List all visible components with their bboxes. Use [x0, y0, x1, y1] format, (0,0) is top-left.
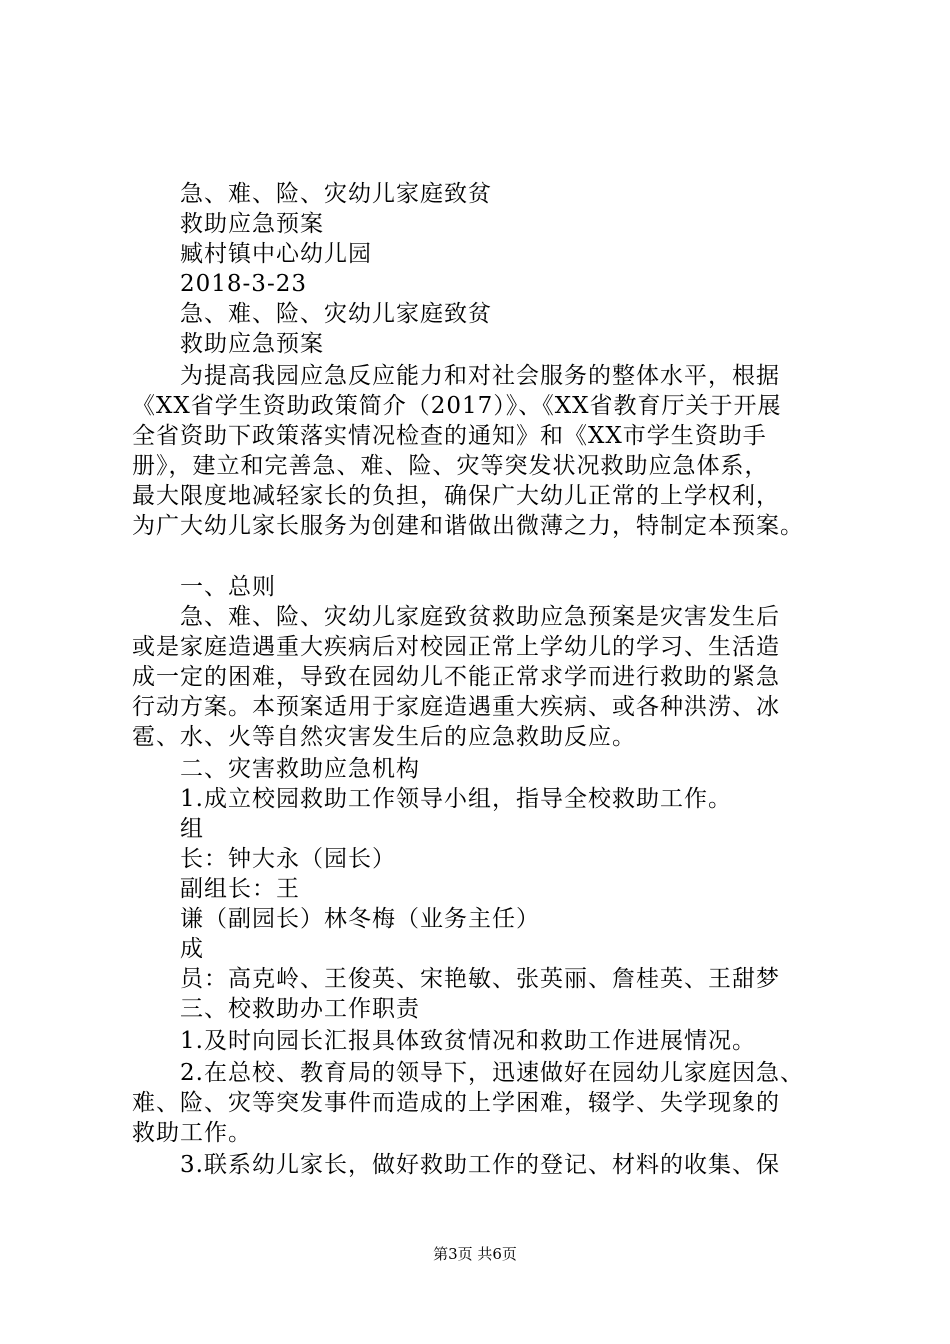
- section1-line: 或是家庭造遇重大疾病后对校园正常上学幼儿的学习、生活造: [132, 634, 780, 660]
- intro-line: 最大限度地减轻家长的负担，确保广大幼儿正常的上学权利，: [132, 483, 780, 509]
- intro-line: 《XX省学生资助政策简介（2017）》、《XX省教育厅关于开展: [132, 393, 782, 419]
- section3-line: 救助工作。: [132, 1120, 252, 1146]
- section2-line: 副组长：王: [180, 876, 300, 902]
- section-heading-agency: 二、灾害救助应急机构: [180, 756, 420, 782]
- section2-line: 1.成立校园救助工作领导小组，指导全校救助工作。: [180, 786, 732, 812]
- section2-line: 谦（副园长）林冬梅（业务主任）: [180, 906, 540, 932]
- title-line-2: 救助应急预案: [180, 211, 324, 237]
- section3-line: 1.及时向园长汇报具体致贫情况和救助工作进展情况。: [180, 1028, 756, 1054]
- section2-line: 成: [180, 936, 204, 962]
- section2-line: 组: [180, 816, 204, 842]
- organization-name: 臧村镇中心幼儿园: [180, 241, 372, 267]
- intro-line: 全省资助下政策落实情况检查的通知》和《XX市学生资助手: [132, 423, 767, 449]
- section1-line: 行动方案。本预案适用于家庭造遇重大疾病、或各种洪涝、冰: [132, 694, 780, 720]
- section-heading-duties: 三、校救助办工作职责: [180, 996, 420, 1022]
- title-repeat-line-1: 急、难、险、灾幼儿家庭致贫: [180, 301, 492, 327]
- section1-line: 成一定的困难，导致在园幼儿不能正常求学而进行救助的紧急: [132, 664, 780, 690]
- section2-line: 员：高克岭、王俊英、宋艳敏、张英丽、詹桂英、王甜梦: [180, 966, 780, 992]
- section1-line: 雹、水、火等自然灾害发生后的应急救助反应。: [132, 724, 636, 750]
- section3-line: 2.在总校、教育局的领导下，迅速做好在园幼儿家庭因急、: [180, 1060, 804, 1086]
- section3-line: 3.联系幼儿家长，做好救助工作的登记、材料的收集、保: [180, 1152, 780, 1178]
- title-line-1: 急、难、险、灾幼儿家庭致贫: [180, 181, 492, 207]
- section-heading-general: 一、总则: [180, 574, 276, 600]
- section3-line: 难、险、灾等突发事件而造成的上学困难，辍学、失学现象的: [132, 1090, 780, 1116]
- section1-line: 急、难、险、灾幼儿家庭致贫救助应急预案是灾害发生后: [180, 604, 780, 630]
- document-date: 2018-3-23: [180, 271, 307, 297]
- page-number-footer: 第3页 共6页: [433, 1245, 517, 1263]
- intro-line: 册》，建立和完善急、难、险、灾等突发状况救助应急体系，: [132, 453, 769, 479]
- intro-line: 为广大幼儿家长服务为创建和谐做出微薄之力，特制定本预案。: [132, 513, 804, 539]
- section2-line: 长：钟大永（园长）: [180, 846, 396, 872]
- intro-line: 为提高我园应急反应能力和对社会服务的整体水平，根据: [180, 363, 780, 389]
- title-repeat-line-2: 救助应急预案: [180, 331, 324, 357]
